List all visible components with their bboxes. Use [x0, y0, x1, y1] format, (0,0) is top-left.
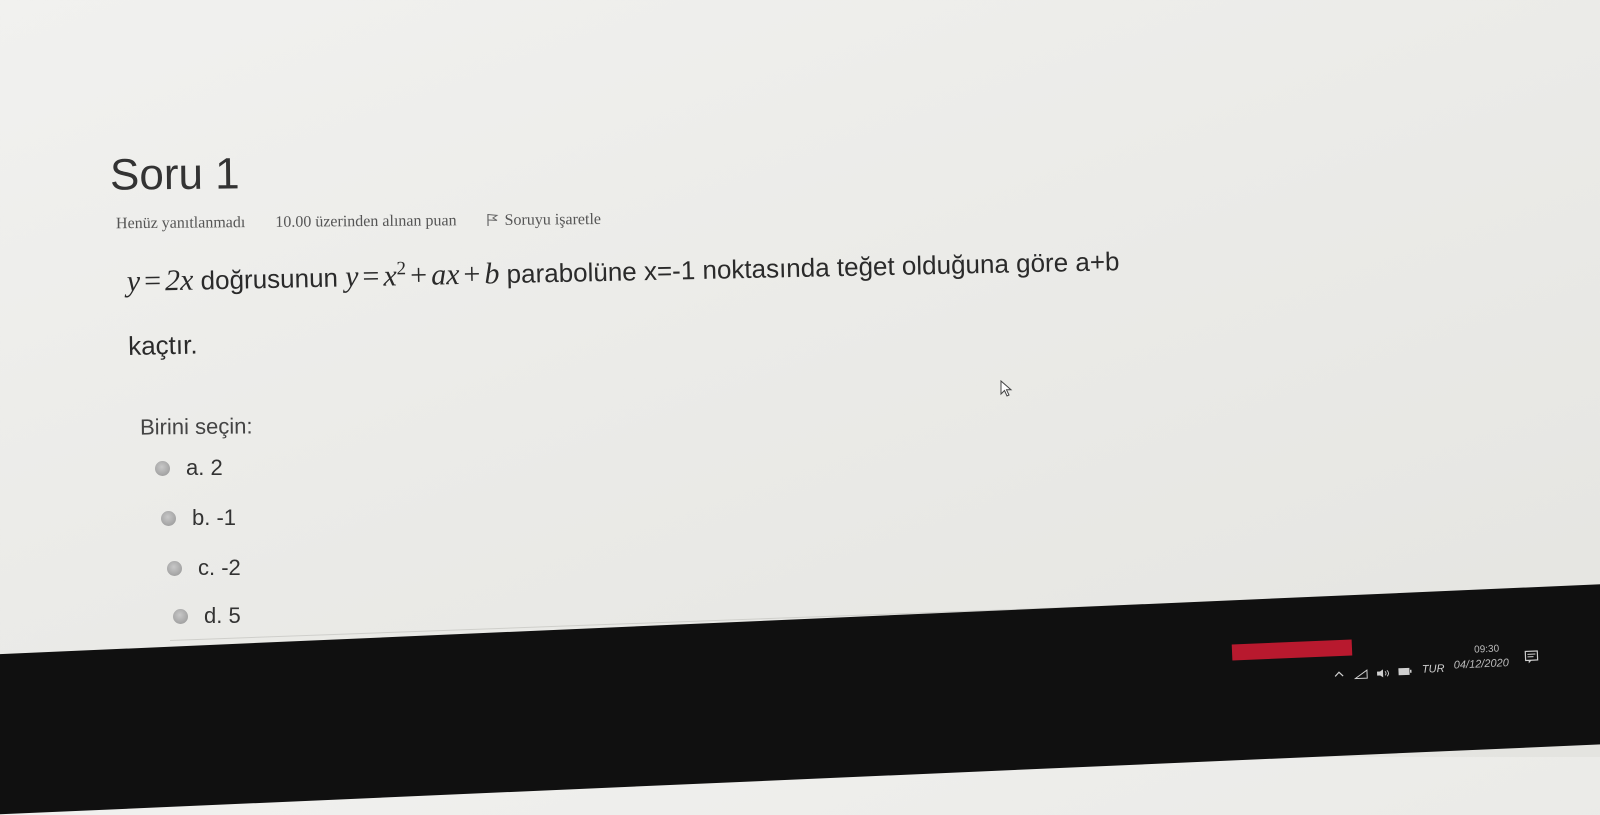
- math-equals: =: [143, 264, 162, 298]
- math-exponent: 2: [396, 258, 407, 280]
- chevron-up-icon[interactable]: [1334, 670, 1344, 678]
- mouse-cursor-icon: [1000, 380, 1014, 398]
- math-2x: 2x: [164, 263, 194, 298]
- option-d[interactable]: [173, 603, 241, 629]
- math-b: b: [484, 257, 500, 291]
- notification-icon[interactable]: [1524, 650, 1539, 665]
- math-y: y: [126, 264, 141, 298]
- wifi-icon[interactable]: [1354, 669, 1368, 680]
- question-points: 10.00 üzerinden alınan puan: [275, 212, 457, 231]
- math-ax: ax: [430, 258, 460, 292]
- question-word-line: doğrusunun: [200, 262, 339, 296]
- option-label: b. -1: [192, 505, 237, 530]
- question-status: Henüz yanıtlanmadı: [115, 214, 246, 233]
- radio-option-d[interactable]: [173, 609, 188, 624]
- radio-option-c[interactable]: [167, 561, 182, 576]
- option-c[interactable]: [167, 555, 241, 581]
- option-label: d. 5: [204, 603, 241, 628]
- math-plus-2: +: [463, 257, 481, 291]
- flag-question-link[interactable]: [486, 211, 601, 230]
- clock-date[interactable]: 04/12/2020: [1453, 657, 1510, 672]
- question-info: [116, 211, 627, 233]
- math-y2: y: [344, 260, 359, 294]
- question-rest-line-1: parabolüne x=-1 noktasında teğet olduğuna göre a+b: [506, 246, 1120, 290]
- math-x: x: [383, 259, 398, 293]
- math-expression-line: [126, 264, 193, 298]
- question-text: [126, 216, 1429, 378]
- option-label: c. -2: [198, 555, 241, 580]
- volume-icon[interactable]: [1376, 668, 1390, 679]
- option-b[interactable]: [161, 505, 236, 531]
- radio-option-b[interactable]: [161, 511, 176, 526]
- option-a[interactable]: [155, 455, 223, 481]
- language-indicator[interactable]: TUR: [1421, 662, 1445, 676]
- flag-question-label: Soruyu işaretle: [504, 210, 602, 229]
- math-equals-2: =: [362, 259, 380, 294]
- question-line-2: kaçtır.: [127, 329, 198, 361]
- radio-option-a[interactable]: [155, 461, 170, 476]
- math-expression-parabola: [345, 257, 500, 293]
- option-label: a. 2: [186, 455, 223, 480]
- clock-time[interactable]: 09:30: [1473, 643, 1500, 656]
- question-title: Soru 1: [109, 149, 240, 200]
- answer-prompt: Birini seçin:: [139, 413, 253, 440]
- battery-icon[interactable]: [1398, 667, 1412, 676]
- math-plus-1: +: [409, 258, 428, 293]
- flag-icon: [487, 213, 499, 227]
